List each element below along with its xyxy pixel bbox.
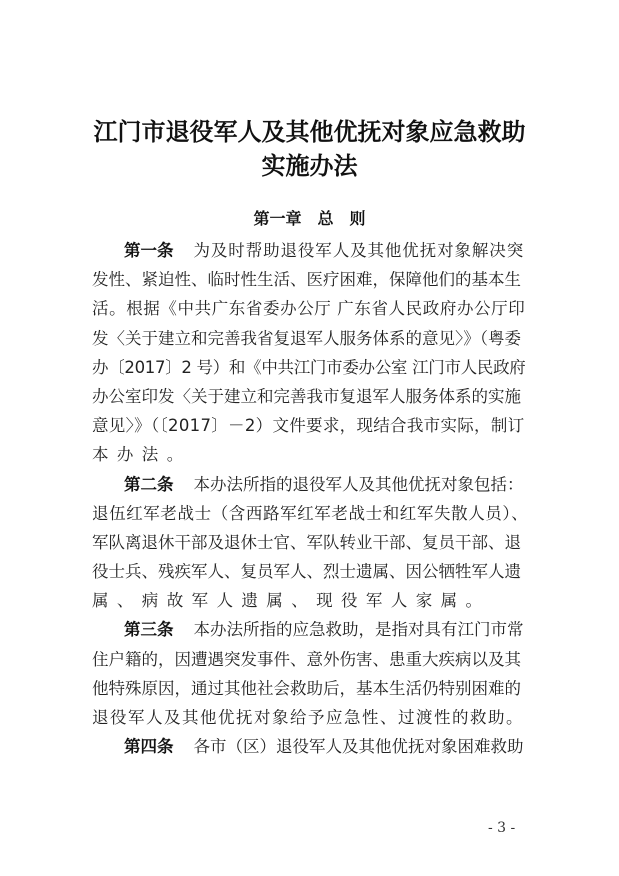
text-line: 军队离退休干部及退休士官、军队转业干部、复员干部、退 xyxy=(92,532,521,552)
text-line: 办〔2017〕2 号）和《中共江门市委办公室 江门市人民政府 xyxy=(92,357,526,377)
text-line: 活。根据《中共广东省委办公厅 广东省人民政府办公厅印 xyxy=(92,299,526,319)
article-2-first-line xyxy=(92,470,528,499)
document-title-line-1: 江门市退役军人及其他优抚对象应急救助 xyxy=(93,117,526,146)
text-line: 本办法。 xyxy=(92,445,192,465)
article-text: 本办法所指的应急救助，是指对具有江门市常 xyxy=(193,620,524,640)
article-label: 第三条 xyxy=(124,620,174,640)
article-label: 第一条 xyxy=(124,241,174,260)
article-label: 第二条 xyxy=(124,474,174,494)
text-line: 退伍红军老战士（含西路军红军老战士和红军失散人员）、 xyxy=(92,503,529,523)
article-text: 本办法所指的退役军人及其他优抚对象包括： xyxy=(193,474,524,494)
text-line: 他特殊原因，通过其他社会救助后，基本生活仍特别困难的 xyxy=(92,678,521,698)
text-line: 发〈关于建立和完善我省复退军人服务体系的意见〉》（粤委 xyxy=(92,328,521,348)
page-number: - 3 - xyxy=(488,820,516,836)
article-1-first-line xyxy=(92,236,528,265)
article-4-first-line xyxy=(92,732,528,761)
article-3-first-line xyxy=(92,615,528,644)
text-line: 意见〉》（〔2017〕－2）文件要求，现结合我市实际，制订 xyxy=(92,416,525,436)
text-line: 属、病故军人遗属、现役军人家属。 xyxy=(92,591,491,611)
chapter-heading: 第一章 总 则 xyxy=(253,209,366,228)
text-line: 役士兵、残疾军人、复员军人、烈士遗属、因公牺牲军人遗 xyxy=(92,562,521,582)
text-line: 退役军人及其他优抚对象给予应急性、过渡性的救助。 xyxy=(92,708,524,727)
article-label: 第四条 xyxy=(124,737,174,757)
document-body xyxy=(92,236,528,761)
text-line: 发性、紧迫性、临时性生活、医疗困难，保障他们的基本生 xyxy=(92,270,521,290)
text-line: 办公室印发〈关于建立和完善我市复退军人服务体系的实施 xyxy=(92,386,521,406)
article-text: 各市（区）退役军人及其他优抚对象困难救助 xyxy=(193,737,524,757)
document-title-line-2: 实施办法 xyxy=(261,151,358,180)
text-line: 住户籍的，因遭遇突发事件、意外伤害、患重大疾病以及其 xyxy=(92,649,521,669)
article-text: 为及时帮助退役军人及其他优抚对象解决突 xyxy=(193,241,525,260)
